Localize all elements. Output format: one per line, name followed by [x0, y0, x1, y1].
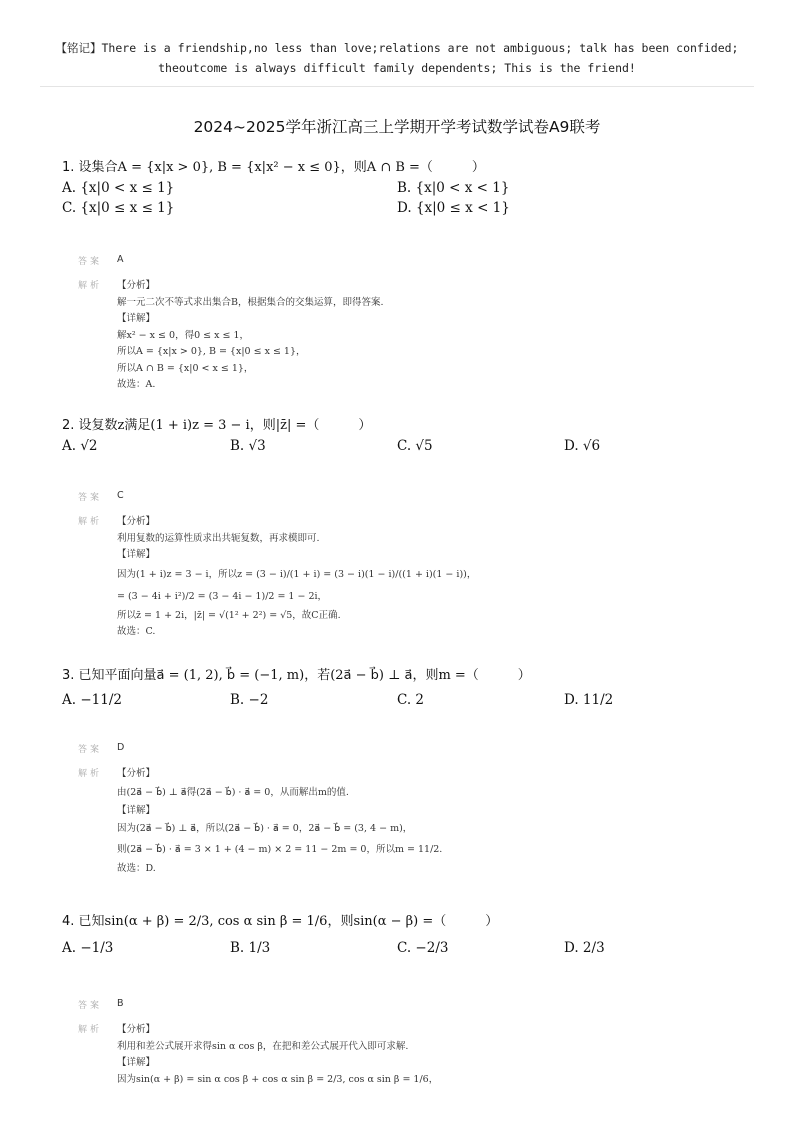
question-text: 已知sin(α + β) = 2/3, cos α sin β = 1/6，则sin(α − β) =（ ）: [78, 914, 499, 929]
question-text: 设集合A = {x|x > 0}, B = {x|x² − x ≤ 0}，则A ∩ B =（ ）: [78, 160, 485, 175]
explain-line: 【详解】: [117, 313, 156, 324]
explanation: [62, 766, 754, 896]
answer-value: C: [117, 490, 124, 501]
option-b[interactable]: B. 1/3: [230, 940, 271, 956]
answer-value: D: [117, 742, 125, 753]
explain-label: 解析: [78, 517, 103, 527]
explain-line: 解一元二次不等式求出集合B，根据集合的交集运算，即得答案.: [117, 296, 384, 308]
explain-line: 故选：C.: [117, 626, 156, 637]
options: [62, 178, 754, 222]
options: [62, 436, 754, 460]
answer-row: [62, 254, 754, 278]
option-d[interactable]: D. 11/2: [564, 692, 614, 708]
answer-label: 答案: [78, 1001, 103, 1011]
explain-line: 【分析】: [117, 280, 156, 291]
explain-line: 【详解】: [117, 804, 156, 816]
explain-line: 解x² − x ≤ 0，得0 ≤ x ≤ 1，: [117, 329, 250, 341]
explanation: [62, 514, 754, 644]
explain-label: 解析: [78, 1025, 103, 1035]
explain-line: 所以A = {x|x > 0}, B = {x|0 ≤ x ≤ 1}，: [117, 346, 306, 357]
explain-line: 利用和差公式展开求得sin α cos β，在把和差公式展开代入即可求解.: [117, 1040, 409, 1052]
explain-line: 所以z̄ = 1 + 2i，|z̄| = √(1² + 2²) = √5，故C正确.: [117, 609, 341, 621]
option-a[interactable]: A. {x|0 < x ≤ 1}: [62, 180, 175, 196]
option-a[interactable]: A. √2: [62, 438, 98, 454]
explain-label: 解析: [78, 769, 103, 779]
explain-line: 则(2a⃗ − b⃗) · a⃗ = 3 × 1 + (4 − m) × 2 = 11 − 2m = 0，所以m = 11/2.: [117, 844, 443, 855]
explain-line: 【详解】: [117, 1057, 156, 1068]
question-text: 已知平面向量a⃗ = (1, 2), b⃗ = (−1, m)，若(2a⃗ − b⃗) ⊥ a⃗，则m =（ ）: [78, 668, 531, 683]
explain-line: 【分析】: [117, 516, 156, 527]
question-number: 1.: [62, 160, 75, 175]
question-number: 4.: [62, 914, 75, 929]
question-4: [62, 912, 754, 1102]
explanation: [62, 278, 754, 398]
explanation: [62, 1022, 754, 1102]
question-stem: [62, 416, 754, 436]
explain-line: 所以A ∩ B = {x|0 < x ≤ 1}，: [117, 362, 254, 374]
header-motto: [40, 38, 754, 78]
explain-label: 解析: [78, 281, 103, 291]
header-divider: [40, 86, 754, 87]
answer-value: A: [117, 254, 124, 265]
explain-line: 因为(2a⃗ − b⃗) ⊥ a⃗，所以(2a⃗ − b⃗) · a⃗ = 0，2a⃗ − b⃗ = (3, 4 − m)，: [117, 823, 413, 834]
explain-line: 【详解】: [117, 549, 156, 560]
option-c[interactable]: C. −2/3: [397, 940, 449, 956]
option-c[interactable]: C. √5: [397, 438, 433, 454]
answer-row: [62, 998, 754, 1022]
option-a[interactable]: A. −1/3: [62, 940, 114, 956]
question-text: 设复数z满足(1 + i)z = 3 − i，则|z̄| =（ ）: [78, 418, 372, 433]
question-2: [62, 416, 754, 644]
explain-line: 因为sin(α + β) = sin α cos β + cos α sin β = 2/3, cos α sin β = 1/6，: [117, 1073, 439, 1085]
explain-line: 因为(1 + i)z = 3 − i，所以z = (3 − i)/(1 + i) = (3 − i)(1 − i)/((1 + i)(1 − i))，: [117, 568, 477, 580]
option-a[interactable]: A. −11/2: [62, 692, 122, 708]
answer-value: B: [117, 998, 124, 1009]
option-d[interactable]: D. {x|0 ≤ x < 1}: [397, 200, 510, 216]
question-stem: [62, 666, 754, 686]
explain-line: 由(2a⃗ − b⃗) ⊥ a⃗得(2a⃗ − b⃗) · a⃗ = 0，从而解出m的值.: [117, 786, 349, 798]
option-d[interactable]: D. 2/3: [564, 940, 605, 956]
question-1: [62, 158, 754, 398]
answer-label: 答案: [78, 745, 103, 755]
explain-line: 利用复数的运算性质求出共轭复数，再求模即可.: [117, 532, 320, 544]
options: [62, 932, 754, 976]
question-number: 2.: [62, 418, 75, 433]
option-b[interactable]: B. √3: [230, 438, 266, 454]
explain-line: 【分析】: [117, 1024, 156, 1035]
option-d[interactable]: D. √6: [564, 438, 601, 454]
options: [62, 686, 754, 730]
question-number: 3.: [62, 668, 75, 683]
explain-line: = (3 − 4i + i²)/2 = (3 − 4i − 1)/2 = 1 − 2i，: [117, 590, 328, 602]
option-c[interactable]: C. 2: [397, 692, 425, 708]
header-motto-line1: 【铭记】There is a friendship,no less than love;relations are not ambiguous; talk has been confided;: [55, 41, 739, 55]
option-b[interactable]: B. {x|0 < x < 1}: [397, 180, 510, 196]
header-motto-line2: theoutcome is always difficult family dependents; This is the friend!: [158, 61, 636, 75]
question-3: [62, 666, 754, 896]
answer-label: 答案: [78, 257, 103, 267]
question-stem: [62, 158, 754, 178]
explain-line: 故选：D.: [117, 863, 156, 874]
explain-line: 【分析】: [117, 768, 156, 779]
option-c[interactable]: C. {x|0 ≤ x ≤ 1}: [62, 200, 175, 216]
answer-row: [62, 742, 754, 766]
page-title: 2024~2025学年浙江高三上学期开学考试数学试卷A9联考: [193, 118, 601, 136]
question-stem: [62, 912, 754, 932]
answer-label: 答案: [78, 493, 103, 503]
explain-line: 故选：A.: [117, 379, 156, 390]
option-b[interactable]: B. −2: [230, 692, 269, 708]
answer-row: [62, 490, 754, 514]
